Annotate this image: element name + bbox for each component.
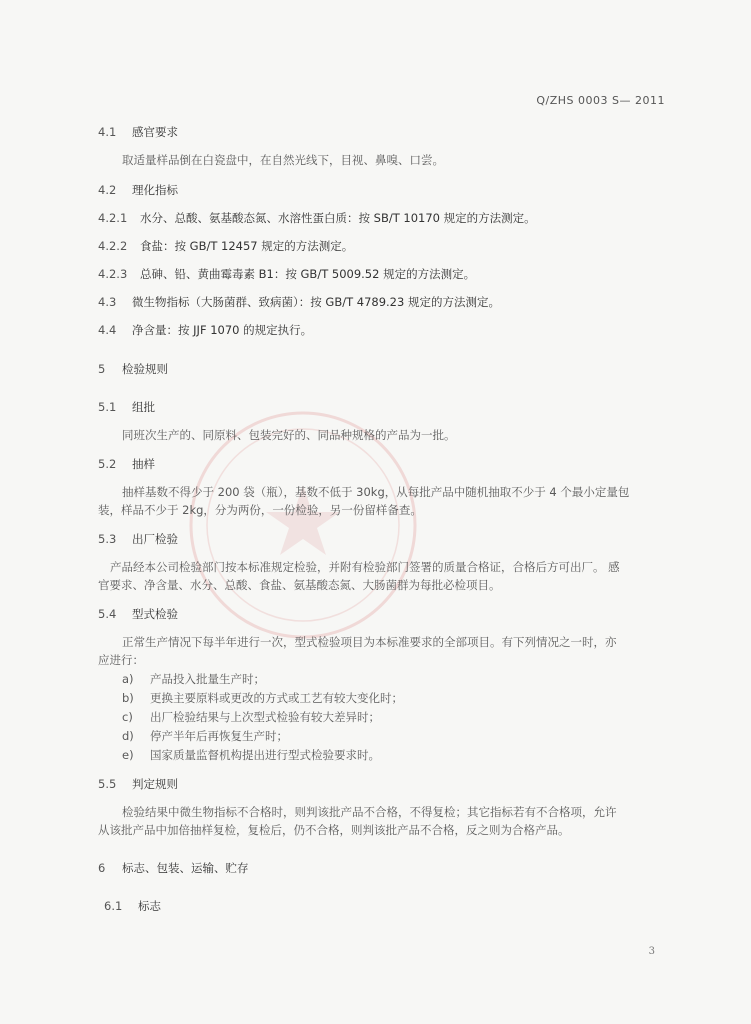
clause-4-3	[98, 294, 500, 310]
paragraph-5-4-line-1: 正常生产情况下每半年进行一次，型式检验项目为本标准要求的全部项目。有下列情况之一时，亦	[122, 635, 617, 649]
heading-5-5	[98, 776, 178, 792]
clause-text: 净含量：按 JJF 1070 的规定执行。	[132, 323, 313, 337]
heading-6	[98, 860, 249, 876]
heading-5-3	[98, 531, 178, 547]
section-title: 理化指标	[132, 183, 178, 197]
paragraph-5-2-line-2: 装，样品不少于 2kg，分为两份，一份检验，另一份留样备查。	[98, 503, 422, 517]
section-title: 组批	[132, 400, 155, 414]
heading-5	[98, 361, 168, 377]
paragraph-5-1: 同班次生产的、同原料、包装完好的、同品种规格的产品为一批。	[122, 428, 456, 442]
heading-5-2	[98, 456, 155, 472]
paragraph-5-3-line-1: 产品经本公司检验部门按本标准规定检验，并附有检验部门签署的质量合格证，合格后方可出厂。 感	[110, 560, 620, 574]
section-title: 感官要求	[132, 125, 178, 139]
list-item	[122, 671, 265, 687]
section-title: 出厂检验	[132, 532, 178, 546]
paragraph-5-3-line-2: 官要求、净含量、水分、总酸、食盐、氨基酸态氮、大肠菌群为每批必检项目。	[98, 578, 501, 592]
heading-6-1	[104, 898, 161, 914]
paragraph-4-1: 取适量样品倒在白瓷盘中，在自然光线下，目视、鼻嗅、口尝。	[122, 153, 444, 167]
list-item	[122, 709, 380, 725]
section-number: 5	[98, 362, 106, 376]
list-marker: d)	[122, 729, 134, 743]
section-number: 4.1	[98, 125, 117, 139]
section-number: 4.2.1	[98, 211, 128, 225]
section-number: 4.2	[98, 183, 117, 197]
list-text: 更换主要原料或更改的方式或工艺有较大变化时；	[150, 691, 403, 705]
heading-5-1	[98, 399, 155, 415]
paragraph-5-5-line-2: 从该批产品中加倍抽样复检，复检后，仍不合格，则判该批产品不合格，反之则为合格产品。	[98, 823, 570, 837]
document-code: Q/ZHS 0003 S— 2011	[536, 94, 665, 107]
section-number: 5.2	[98, 457, 117, 471]
clause-text: 食盐：按 GB/T 12457 规定的方法测定。	[140, 239, 354, 253]
section-number: 4.3	[98, 295, 117, 309]
heading-5-4	[98, 606, 178, 622]
section-number: 5.3	[98, 532, 117, 546]
list-marker: e)	[122, 748, 134, 762]
list-item	[122, 747, 380, 763]
paragraph-5-5-line-1: 检验结果中微生物指标不合格时，则判该批产品不合格，不得复检；其它指标若有不合格项，允许	[122, 805, 617, 819]
section-number: 6.1	[104, 899, 123, 913]
paragraph-5-4-line-2: 应进行：	[98, 653, 144, 667]
list-text: 产品投入批量生产时；	[150, 672, 265, 686]
list-marker: b)	[122, 691, 134, 705]
section-title: 标志	[138, 899, 161, 913]
clause-4-4	[98, 322, 312, 338]
clause-4-2-3	[98, 266, 475, 282]
section-title: 检验规则	[122, 362, 168, 376]
section-number: 5.1	[98, 400, 117, 414]
section-number: 4.4	[98, 323, 117, 337]
list-text: 出厂检验结果与上次型式检验有较大差异时；	[150, 710, 380, 724]
page-number: 3	[648, 946, 655, 957]
clause-text: 总砷、铅、黄曲霉毒素 B1：按 GB/T 5009.52 规定的方法测定。	[140, 267, 476, 281]
clause-text: 微生物指标（大肠菌群、致病菌）：按 GB/T 4789.23 规定的方法测定。	[132, 295, 500, 309]
section-number: 4.2.3	[98, 267, 128, 281]
section-title: 抽样	[132, 457, 155, 471]
heading-4-2	[98, 182, 178, 198]
section-title: 判定规则	[132, 777, 178, 791]
section-title: 型式检验	[132, 607, 178, 621]
paragraph-5-2-line-1: 抽样基数不得少于 200 袋（瓶），基数不低于 30kg，从每批产品中随机抽取不少于 4 个最小定量包	[122, 485, 630, 499]
section-number: 6	[98, 861, 106, 875]
section-number: 5.5	[98, 777, 117, 791]
section-title: 标志、包装、运输、贮存	[122, 861, 249, 875]
section-number: 4.2.2	[98, 239, 128, 253]
list-item	[122, 690, 403, 706]
clause-4-2-2	[98, 238, 353, 254]
list-marker: a)	[122, 672, 134, 686]
clause-text: 水分、总酸、氨基酸态氮、水溶性蛋白质：按 SB/T 10170 规定的方法测定。	[140, 211, 536, 225]
list-marker: c)	[122, 710, 133, 724]
list-item	[122, 728, 288, 744]
section-number: 5.4	[98, 607, 117, 621]
list-text: 国家质量监督机构提出进行型式检验要求时。	[150, 748, 380, 762]
list-text: 停产半年后再恢复生产时；	[150, 729, 288, 743]
heading-4-1	[98, 124, 178, 140]
clause-4-2-1	[98, 210, 536, 226]
